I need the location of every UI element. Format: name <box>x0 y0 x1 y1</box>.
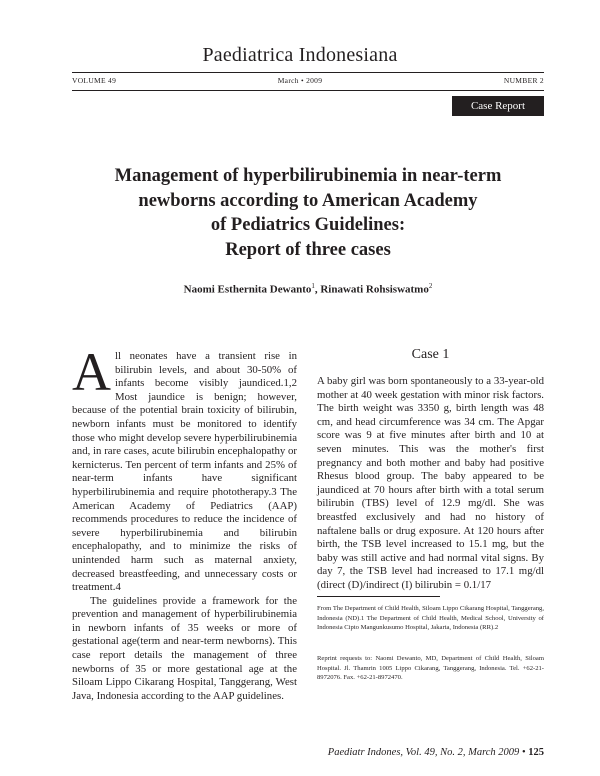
affiliation-footnote: From The Department of Child Health, Siloam Lippo Cikarang Hospital, Tanggerang, Indonesia (ND).1 The Department of Child Health, Medical School, University of Indonesia Cipto Mangunkusumo Hospital, Jakarta, Indonesia (RR).2 <box>317 605 544 632</box>
journal-title: Paediatrica Indonesiana <box>202 44 398 66</box>
issue-date: March • 2009 <box>277 76 323 85</box>
author-separator: , <box>314 283 321 296</box>
article-title <box>72 164 544 262</box>
drop-cap: A <box>72 342 111 402</box>
journal-citation: Paediatr Indones, Vol. 49, No. 2, March 2009 <box>327 747 520 758</box>
title-line: Management of hyperbilirubinemia in near-term <box>114 166 502 186</box>
page-number: 125 <box>528 747 544 758</box>
title-line: of Pediatrics Guidelines: <box>210 215 406 235</box>
intro-paragraph <box>72 342 297 595</box>
volume-label: VOLUME 49 <box>72 76 117 85</box>
guidelines-paragraph: The guidelines provide a framework for the prevention and management of hyperbilirubinemia in newborn infants of 35 weeks or more of gestational age(term and near-term newborns). This case report details the management of three newborns of 35 or more gestational age at the Siloam Lippo Cikarang Hospital, Tanggerang, West Java, Indonesia according to the AAP guidelines. <box>72 594 297 702</box>
author-name: Rinawati Rohsiswatmo <box>320 283 429 296</box>
case-paragraph: A baby girl was born spontaneously to a 33-year-old mother at 40 week gestation with minor risk factors. The birth weight was 3350 g, birth length was 48 cm, and head circumference was 34 cm. The Apgar score was 9 at five minutes after birth and 10 at seven minutes. This was the mother's first pregnancy and both mother and baby had positive Rhesus blood group. The baby appeared to be jaundiced at 70 hours after birth with a total serum bilirubin (TBS) level of 12.9 mg/dl. She was breastfed exclusively and had no history of naftalene balls or drug exposure. At 120 hours after birth, the TSB level increased to 15.1 mg, but the baby was still active and had normal vital signs. By day 7, the TSB level had increased to 17.1 mg/dl (direct (D)/indirect (I) bilirubin = 0.1/17 <box>317 375 544 591</box>
article-type-badge: Case Report <box>452 96 544 116</box>
header-rule-bottom <box>72 90 544 91</box>
reprint-footnote: Reprint requests to: Naomi Dewanto, MD, Department of Child Health, Siloam Hospital. Jl. Thamrin 1005 Lippo Cikarang, Tanggerang, Indonesia. Tel. +62-21-8972076. Fax. +62-21-8972470. <box>317 655 544 682</box>
footnote-rule <box>317 596 440 597</box>
author-affiliation-mark: 1 <box>311 282 315 290</box>
case-heading: Case 1 <box>411 347 450 362</box>
issue-number: NUMBER 2 <box>503 76 544 85</box>
page-footer <box>328 747 544 758</box>
author-list <box>72 282 544 296</box>
left-column <box>72 342 297 703</box>
author-name: Naomi Esthernita Dewanto <box>183 283 312 296</box>
title-line: newborns according to American Academy <box>138 190 478 211</box>
right-column <box>317 375 544 593</box>
header-rule-top <box>72 72 544 73</box>
intro-text: ll neonates have a transient rise in bilirubin levels, and about 30-50% of infants become visibly jaundiced.1,2 Most jaundice is benign; however, because of the potential brain toxicity of bilirubin, newborn infants must be monitored to identify those who might develop severe hyperbilirubinemia and, in rare cases, acute bilirubin encephalopathy or kernicterus. Ten percent of term infants and 25% of near-term infants have significant hyperbilirubinemia and require phototherapy.3 The American Academy of Pediatrics (AAP) recommends procedures to reduce the incidence of severe hyperbilirubinemia and bilirubin encephalopathy, and to minimize the risks of unintended harm such as maternal anxiety, decreased breastfeeding, and unnecessary costs or treatment.4 <box>72 350 297 594</box>
title-line: Report of three cases <box>225 239 391 260</box>
footer-bullet: • <box>521 747 526 758</box>
author-affiliation-mark: 2 <box>428 282 433 290</box>
